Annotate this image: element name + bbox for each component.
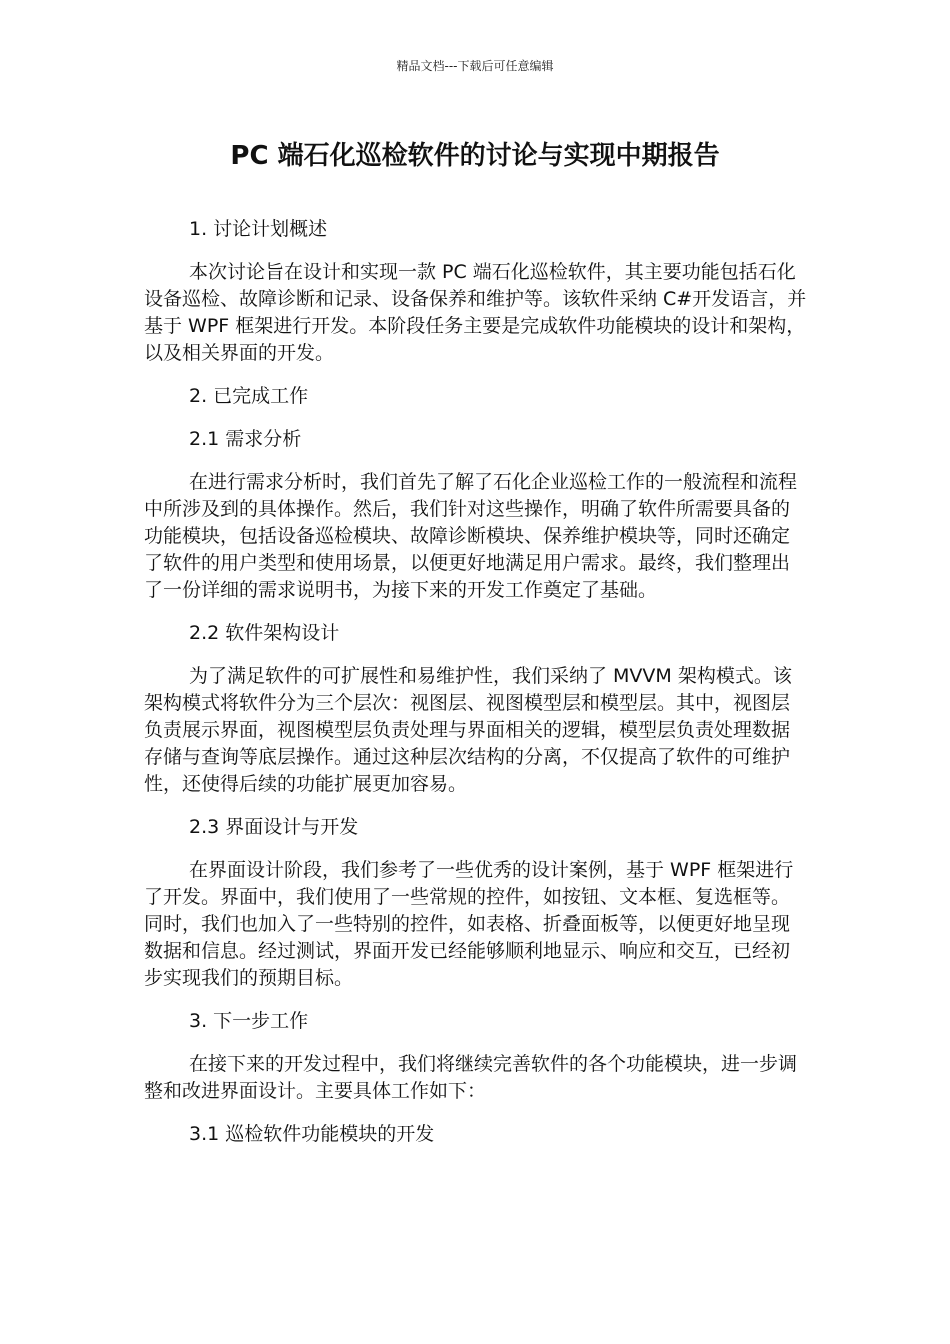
section-1-paragraph: 本次讨论旨在设计和实现一款 PC 端石化巡检软件，其主要功能包括石化设备巡检、故障诊断和记录、设备保养和维护等。该软件采纳 C#开发语言，并基于 WPF 框架进行开发。本阶段任务主要是完成软件功能模块的设计和架构，以及相关界面的开发。 — [144, 261, 807, 364]
section-2-1-heading: 2.1 需求分析 — [189, 428, 302, 450]
section-1-heading: 1. 讨论计划概述 — [189, 218, 328, 240]
section-2-2-heading: 2.2 软件架构设计 — [189, 622, 340, 644]
section-2-heading: 2. 已完成工作 — [189, 385, 309, 407]
section-2-1-paragraph: 在进行需求分析时，我们首先了解了石化企业巡检工作的一般流程和流程中所涉及到的具体操作。然后，我们针对这些操作，明确了软件所需要具备的功能模块，包括设备巡检模块、故障诊断模块、保养维护模块等，同时还确定了软件的用户类型和使用场景，以便更好地满足用户需求。最终，我们整理出了一份详细的需求说明书，为接下来的开发工作奠定了基础。 — [144, 471, 798, 601]
header-note: 精品文档---下载后可任意编辑 — [396, 59, 554, 73]
section-2-2-paragraph: 为了满足软件的可扩展性和易维护性，我们采纳了 MVVM 架构模式。该架构模式将软件分为三个层次：视图层、视图模型层和模型层。其中，视图层负责展示界面，视图模型层负责处理与界面相关的逻辑，模型层负责处理数据存储与查询等底层操作。通过这种层次结构的分离，不仅提高了软件的可维护性，还使得后续的功能扩展更加容易。 — [144, 665, 792, 795]
document-title: PC 端石化巡检软件的讨论与实现中期报告 — [230, 141, 720, 171]
section-2-3-paragraph: 在界面设计阶段，我们参考了一些优秀的设计案例，基于 WPF 框架进行了开发。界面中，我们使用了一些常规的控件，如按钮、文本框、复选框等。同时，我们也加入了一些特别的控件，如表格、折叠面板等，以便更好地呈现数据和信息。经过测试，界面开发已经能够顺利地显示、响应和交互，已经初步实现我们的预期目标。 — [144, 859, 794, 989]
section-3-1-heading: 3.1 巡检软件功能模块的开发 — [189, 1123, 435, 1145]
section-2-3-heading: 2.3 界面设计与开发 — [189, 816, 359, 838]
document-body — [144, 216, 808, 1164]
section-3-heading: 3. 下一步工作 — [189, 1010, 309, 1032]
section-3-paragraph: 在接下来的开发过程中，我们将继续完善软件的各个功能模块，进一步调整和改进界面设计。主要具体工作如下： — [144, 1053, 798, 1102]
